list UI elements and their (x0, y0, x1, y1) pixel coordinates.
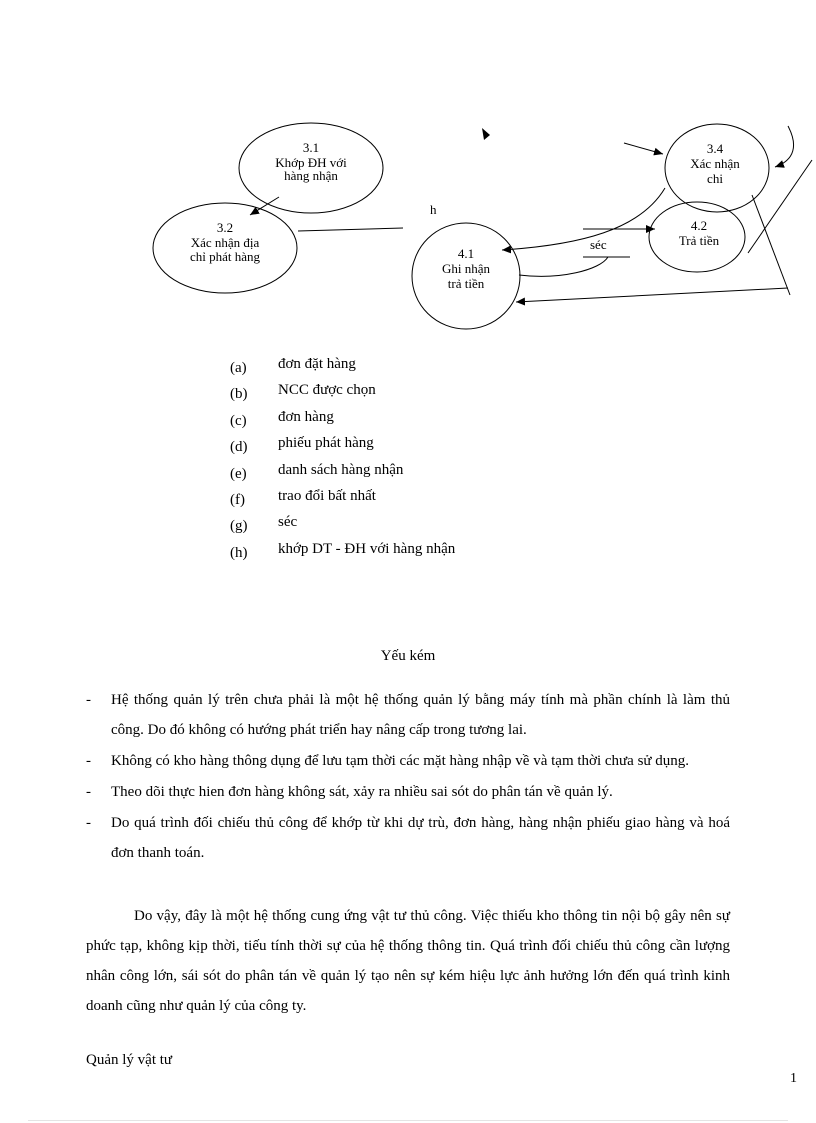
flow-3-4-to-4-1 (502, 188, 665, 250)
legend-text: đơn hàng (278, 408, 334, 425)
process-3-1-number: 3.1 (302, 140, 320, 155)
list-item-text: Hệ thống quản lý trên chưa phải là một hệ thống quản lý bằng máy tính mà phần chính là làm thủ công. Do đó không có hướng phát triển hay nâng cấp trong tương lai. (111, 692, 730, 738)
legend-text: séc (278, 514, 298, 531)
process-3-2-line2: chỉ phát hàng (189, 249, 261, 264)
flow-line-4-2-diagonal (748, 160, 812, 253)
process-3-4-line2: chi (707, 171, 723, 186)
process-4-1-line2: trả tiền (447, 276, 485, 291)
flow-label-sec: séc (590, 237, 607, 252)
process-4-2 (649, 202, 745, 272)
legend-text: danh sách hàng nhận (278, 461, 404, 478)
bullet-dash: - (86, 815, 91, 831)
list-item-text: Không có kho hàng thông dụng để lưu tạm thời các mặt hàng nhập về và tạm thời chưa sử dụng. (111, 753, 690, 769)
legend-key: (e) (230, 465, 247, 482)
weakness-list (86, 685, 730, 869)
flow-curve-right-3-4 (775, 126, 794, 167)
legend-key: (b) (230, 386, 248, 403)
flow-3-2-to-4-1-line (298, 228, 403, 231)
process-4-1 (412, 223, 520, 329)
legend-key: (c) (230, 412, 247, 429)
list-item-text: Do quá trình đối chiếu thủ công để khớp từ khi dự trù, đơn hàng, hàng nhận phiếu giao hàng và hoá đơn thanh toán. (111, 815, 730, 861)
page-number: 1 (790, 1071, 797, 1086)
process-3-2 (153, 203, 297, 293)
process-4-1-line1: Ghi nhận (441, 261, 491, 276)
process-3-4-number: 3.4 (706, 141, 724, 156)
process-3-2-line1: Xác nhận địa (190, 235, 260, 250)
legend-key: (f) (230, 491, 245, 508)
process-4-2-line1: Trả tiền (678, 233, 720, 248)
flow-3-1-to-3-2 (250, 197, 279, 215)
bullet-dash: - (86, 753, 91, 769)
legend-text: khớp DT - ĐH với hàng nhận (278, 540, 456, 557)
flow-into-3-4 (624, 143, 663, 154)
legend-text: đơn đặt hàng (278, 356, 356, 372)
flow-line-3-4-diagonal (752, 195, 790, 295)
flow-label-h: h (430, 202, 437, 217)
conclusion-paragraph: Do vậy, đây là một hệ thống cung ứng vật tư thủ công. Việc thiếu kho thông tin nội bộ gây nên sự phức tạp, không kịp thời, tiếu tính thời sự của hệ thống thông tin. Quá trình đối chiếu thủ công cần lượng nhân công lớn, sái sót do phân tán về quản lý tạo nên sự kém hiệu lực ảnh hưởng lớn đến quá trình kinh doanh cũng như quản lý của công ty. (86, 908, 730, 1014)
process-4-2-number: 4.2 (690, 218, 708, 233)
legend-text: trao đổi bất nhất (278, 487, 376, 504)
list-item-text: Theo dõi thực hien đơn hàng không sát, xảy ra nhiều sai sót do phân tán về quản lý. (111, 784, 613, 800)
footer-divider (28, 1120, 788, 1121)
process-3-2-number: 3.2 (216, 220, 234, 235)
section-title: Yếu kém (380, 648, 436, 664)
legend-key: (h) (230, 544, 248, 561)
process-4-1-number: 4.1 (457, 246, 475, 261)
list-item (86, 685, 730, 745)
flow-4-1-to-4-2 (519, 257, 608, 276)
legend-text: NCC được chọn (278, 382, 376, 399)
legend-text: phiếu phát hàng (278, 435, 374, 452)
list-item (86, 808, 730, 868)
bullet-dash: - (86, 784, 91, 800)
footer-title: Quản lý vật tư (86, 1052, 173, 1068)
list-item (86, 746, 730, 776)
legend-key: (d) (230, 439, 248, 456)
list-item (86, 777, 730, 807)
legend-key: (g) (230, 518, 248, 535)
process-3-4-line1: Xác nhận (690, 156, 740, 171)
legend-key: (a) (230, 360, 247, 376)
process-3-1-line1: Khớp ĐH với (275, 155, 347, 170)
flow-arrowhead-top (482, 128, 490, 140)
data-flow-diagram (0, 0, 816, 360)
flow-external-to-4-1 (516, 288, 788, 302)
bullet-dash: - (86, 692, 91, 708)
process-3-1 (239, 123, 383, 213)
process-3-1-line2: hàng nhận (284, 168, 338, 183)
